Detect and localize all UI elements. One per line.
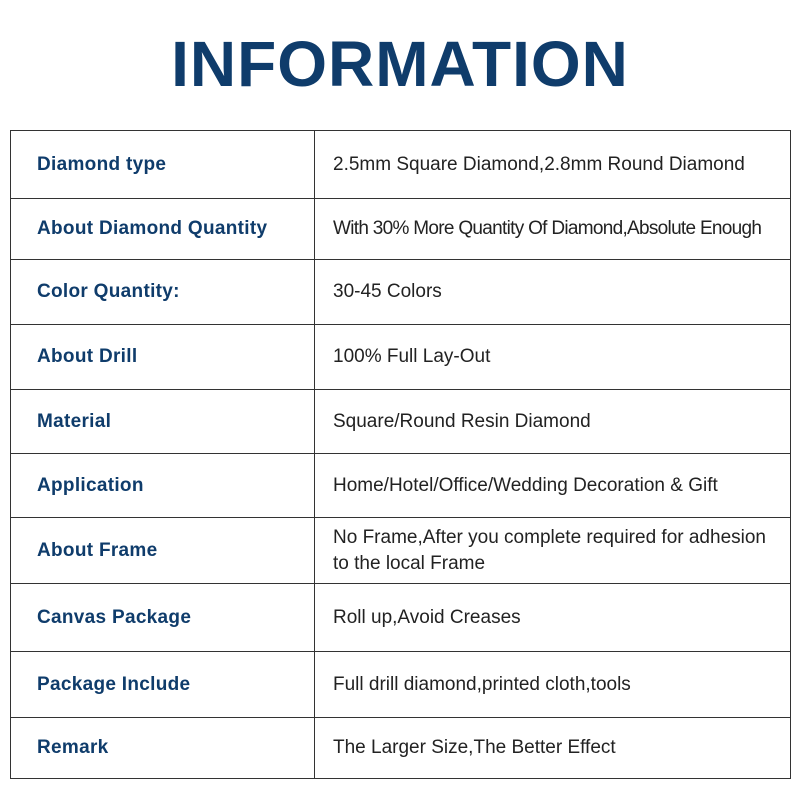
row-value: Square/Round Resin Diamond — [315, 390, 791, 454]
row-value: No Frame,After you complete required for adhesion to the local Frame — [315, 518, 791, 584]
table-row — [11, 584, 791, 652]
row-label: About Drill — [11, 325, 315, 390]
row-value: Full drill diamond,printed cloth,tools — [315, 652, 791, 718]
row-label: About Frame — [11, 518, 315, 584]
row-value: Roll up,Avoid Creases — [315, 584, 791, 652]
row-label: Canvas Package — [11, 584, 315, 652]
row-value: The Larger Size,The Better Effect — [315, 718, 791, 779]
row-value: Home/Hotel/Office/Wedding Decoration & Gift — [315, 454, 791, 518]
table-row — [11, 518, 791, 584]
row-label: Package Include — [11, 652, 315, 718]
row-value: 30-45 Colors — [315, 260, 791, 325]
table-row — [11, 199, 791, 260]
table-row — [11, 131, 791, 199]
row-value: 100% Full Lay-Out — [315, 325, 791, 390]
table-row — [11, 260, 791, 325]
row-label: About Diamond Quantity — [11, 199, 315, 260]
table-row — [11, 390, 791, 454]
row-value: With 30% More Quantity Of Diamond,Absolute Enough — [315, 199, 791, 260]
row-value: 2.5mm Square Diamond,2.8mm Round Diamond — [315, 131, 791, 199]
table-row — [11, 718, 791, 779]
page-title: INFORMATION — [171, 28, 629, 100]
row-label: Remark — [11, 718, 315, 779]
row-label: Material — [11, 390, 315, 454]
table-row — [11, 454, 791, 518]
table-row — [11, 652, 791, 718]
info-table — [10, 130, 791, 779]
row-label: Application — [11, 454, 315, 518]
table-row — [11, 325, 791, 390]
row-label: Color Quantity: — [11, 260, 315, 325]
row-label: Diamond type — [11, 131, 315, 199]
